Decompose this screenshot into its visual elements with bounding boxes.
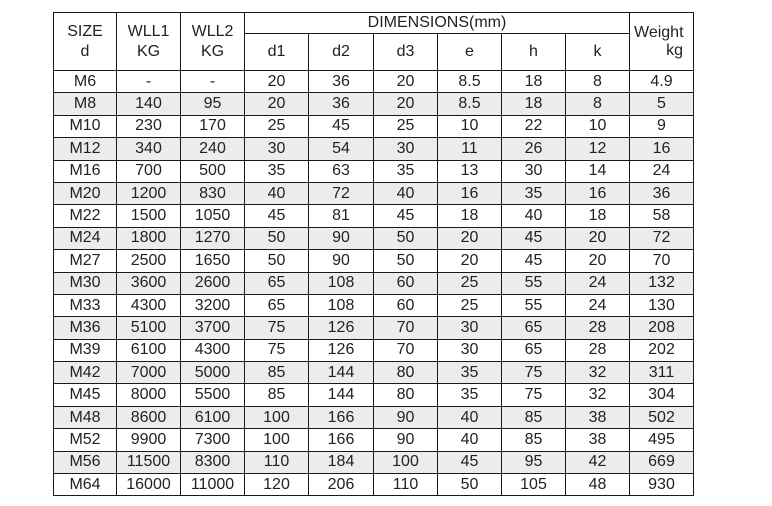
cell-k: 32	[566, 362, 630, 384]
cell-e: 25	[438, 294, 502, 316]
cell-k: 18	[566, 205, 630, 227]
cell-d2: 63	[309, 160, 374, 182]
cell-weight: 669	[630, 451, 694, 473]
header-dim-d2: d2	[309, 34, 374, 71]
cell-d3: 80	[374, 362, 438, 384]
table-row	[54, 160, 694, 182]
cell-k: 8	[566, 71, 630, 93]
cell-h: 85	[502, 406, 566, 428]
cell-size: M64	[54, 474, 117, 496]
cell-d2: 126	[309, 317, 374, 339]
cell-size: M27	[54, 250, 117, 272]
cell-k: 38	[566, 429, 630, 451]
header-dim-d1: d1	[245, 34, 309, 71]
cell-weight: 930	[630, 474, 694, 496]
table-row	[54, 138, 694, 160]
cell-d2: 36	[309, 71, 374, 93]
cell-d1: 50	[245, 227, 309, 249]
header-dim-k: k	[566, 34, 630, 71]
cell-h: 45	[502, 250, 566, 272]
cell-h: 105	[502, 474, 566, 496]
cell-d2: 126	[309, 339, 374, 361]
cell-e: 20	[438, 227, 502, 249]
cell-d1: 75	[245, 339, 309, 361]
cell-weight: 202	[630, 339, 694, 361]
cell-h: 30	[502, 160, 566, 182]
header-wll1: WLL1 KG	[117, 13, 181, 71]
cell-h: 18	[502, 93, 566, 115]
cell-size: M33	[54, 294, 117, 316]
cell-k: 48	[566, 474, 630, 496]
cell-d1: 45	[245, 205, 309, 227]
cell-wll1: 700	[117, 160, 181, 182]
cell-size: M39	[54, 339, 117, 361]
cell-d3: 70	[374, 339, 438, 361]
cell-d3: 100	[374, 451, 438, 473]
table-row	[54, 339, 694, 361]
header-dimensions: DIMENSIONS(mm)	[245, 13, 630, 34]
cell-e: 16	[438, 182, 502, 204]
cell-wll1: 16000	[117, 474, 181, 496]
cell-h: 26	[502, 138, 566, 160]
cell-h: 75	[502, 362, 566, 384]
cell-wll2: 5000	[181, 362, 245, 384]
cell-wll2: 6100	[181, 406, 245, 428]
cell-h: 40	[502, 205, 566, 227]
cell-d2: 144	[309, 362, 374, 384]
cell-size: M48	[54, 406, 117, 428]
cell-d2: 166	[309, 406, 374, 428]
cell-wll1: 1800	[117, 227, 181, 249]
cell-k: 10	[566, 115, 630, 137]
cell-e: 18	[438, 205, 502, 227]
cell-wll2: 3200	[181, 294, 245, 316]
cell-wll1: 1500	[117, 205, 181, 227]
cell-size: M42	[54, 362, 117, 384]
cell-weight: 9	[630, 115, 694, 137]
cell-d1: 20	[245, 93, 309, 115]
cell-weight: 130	[630, 294, 694, 316]
cell-e: 30	[438, 339, 502, 361]
table-row	[54, 182, 694, 204]
cell-d1: 100	[245, 429, 309, 451]
cell-d1: 75	[245, 317, 309, 339]
header-size: SIZE d	[54, 13, 117, 71]
cell-d3: 60	[374, 294, 438, 316]
cell-e: 13	[438, 160, 502, 182]
cell-weight: 208	[630, 317, 694, 339]
cell-wll1: 5100	[117, 317, 181, 339]
cell-e: 25	[438, 272, 502, 294]
cell-wll2: 240	[181, 138, 245, 160]
cell-size: M12	[54, 138, 117, 160]
cell-k: 8	[566, 93, 630, 115]
cell-k: 32	[566, 384, 630, 406]
cell-k: 20	[566, 250, 630, 272]
cell-k: 14	[566, 160, 630, 182]
cell-size: M36	[54, 317, 117, 339]
cell-e: 8.5	[438, 93, 502, 115]
cell-weight: 495	[630, 429, 694, 451]
cell-wll1: 6100	[117, 339, 181, 361]
cell-d1: 120	[245, 474, 309, 496]
table-row	[54, 250, 694, 272]
cell-weight: 311	[630, 362, 694, 384]
cell-k: 28	[566, 317, 630, 339]
table-row	[54, 429, 694, 451]
header-dim-d3: d3	[374, 34, 438, 71]
header-dim-h: h	[502, 34, 566, 71]
cell-wll2: 11000	[181, 474, 245, 496]
cell-wll1: 230	[117, 115, 181, 137]
cell-wll2: 1050	[181, 205, 245, 227]
cell-wll1: 140	[117, 93, 181, 115]
cell-size: M16	[54, 160, 117, 182]
cell-d2: 108	[309, 294, 374, 316]
cell-d1: 40	[245, 182, 309, 204]
cell-wll2: 7300	[181, 429, 245, 451]
cell-size: M56	[54, 451, 117, 473]
cell-h: 95	[502, 451, 566, 473]
cell-d3: 50	[374, 250, 438, 272]
cell-size: M22	[54, 205, 117, 227]
cell-h: 85	[502, 429, 566, 451]
cell-d2: 54	[309, 138, 374, 160]
cell-wll1: 1200	[117, 182, 181, 204]
cell-d3: 25	[374, 115, 438, 137]
table-row	[54, 451, 694, 473]
cell-size: M8	[54, 93, 117, 115]
cell-d3: 50	[374, 227, 438, 249]
cell-e: 8.5	[438, 71, 502, 93]
cell-e: 35	[438, 384, 502, 406]
cell-d1: 65	[245, 294, 309, 316]
cell-d2: 144	[309, 384, 374, 406]
cell-e: 35	[438, 362, 502, 384]
cell-h: 55	[502, 294, 566, 316]
cell-d2: 90	[309, 250, 374, 272]
cell-d3: 20	[374, 93, 438, 115]
cell-size: M24	[54, 227, 117, 249]
table-row	[54, 317, 694, 339]
cell-weight: 70	[630, 250, 694, 272]
cell-h: 18	[502, 71, 566, 93]
cell-d1: 85	[245, 362, 309, 384]
cell-wll1: 9900	[117, 429, 181, 451]
table-row	[54, 115, 694, 137]
cell-k: 24	[566, 294, 630, 316]
header-wll2: WLL2 KG	[181, 13, 245, 71]
cell-weight: 16	[630, 138, 694, 160]
cell-wll2: 1650	[181, 250, 245, 272]
cell-d1: 110	[245, 451, 309, 473]
cell-size: M6	[54, 71, 117, 93]
cell-d1: 65	[245, 272, 309, 294]
cell-d2: 166	[309, 429, 374, 451]
cell-d1: 85	[245, 384, 309, 406]
cell-d3: 60	[374, 272, 438, 294]
cell-h: 45	[502, 227, 566, 249]
cell-wll2: 830	[181, 182, 245, 204]
cell-d1: 35	[245, 160, 309, 182]
cell-e: 11	[438, 138, 502, 160]
cell-d1: 30	[245, 138, 309, 160]
cell-wll2: 500	[181, 160, 245, 182]
cell-h: 65	[502, 317, 566, 339]
cell-wll2: 4300	[181, 339, 245, 361]
cell-d2: 72	[309, 182, 374, 204]
cell-weight: 5	[630, 93, 694, 115]
cell-k: 28	[566, 339, 630, 361]
cell-d1: 50	[245, 250, 309, 272]
cell-d3: 40	[374, 182, 438, 204]
cell-wll1: 2500	[117, 250, 181, 272]
cell-d2: 184	[309, 451, 374, 473]
table-row	[54, 384, 694, 406]
cell-size: M20	[54, 182, 117, 204]
cell-wll1: 3600	[117, 272, 181, 294]
cell-d3: 90	[374, 429, 438, 451]
cell-e: 30	[438, 317, 502, 339]
cell-wll2: 1270	[181, 227, 245, 249]
cell-wll2: 5500	[181, 384, 245, 406]
cell-wll1: -	[117, 71, 181, 93]
cell-d3: 90	[374, 406, 438, 428]
cell-size: M10	[54, 115, 117, 137]
table-body	[54, 71, 694, 496]
cell-size: M45	[54, 384, 117, 406]
cell-d2: 90	[309, 227, 374, 249]
cell-wll1: 8600	[117, 406, 181, 428]
table-row	[54, 272, 694, 294]
table-row	[54, 93, 694, 115]
cell-weight: 4.9	[630, 71, 694, 93]
cell-d2: 206	[309, 474, 374, 496]
cell-k: 42	[566, 451, 630, 473]
cell-d2: 36	[309, 93, 374, 115]
cell-e: 45	[438, 451, 502, 473]
cell-k: 24	[566, 272, 630, 294]
table-header	[54, 13, 694, 71]
cell-weight: 24	[630, 160, 694, 182]
cell-wll1: 340	[117, 138, 181, 160]
cell-e: 10	[438, 115, 502, 137]
cell-h: 65	[502, 339, 566, 361]
cell-k: 16	[566, 182, 630, 204]
cell-wll1: 11500	[117, 451, 181, 473]
cell-e: 50	[438, 474, 502, 496]
table-row	[54, 71, 694, 93]
cell-weight: 58	[630, 205, 694, 227]
cell-wll2: 2600	[181, 272, 245, 294]
cell-e: 20	[438, 250, 502, 272]
cell-d1: 20	[245, 71, 309, 93]
cell-wll2: -	[181, 71, 245, 93]
cell-wll2: 95	[181, 93, 245, 115]
cell-d2: 45	[309, 115, 374, 137]
cell-d3: 80	[374, 384, 438, 406]
cell-weight: 304	[630, 384, 694, 406]
cell-d3: 35	[374, 160, 438, 182]
cell-size: M30	[54, 272, 117, 294]
table-row	[54, 205, 694, 227]
cell-k: 20	[566, 227, 630, 249]
cell-weight: 502	[630, 406, 694, 428]
cell-d2: 81	[309, 205, 374, 227]
cell-wll2: 170	[181, 115, 245, 137]
cell-h: 55	[502, 272, 566, 294]
cell-k: 12	[566, 138, 630, 160]
cell-h: 75	[502, 384, 566, 406]
header-weight: Weight kg	[630, 13, 694, 71]
cell-h: 35	[502, 182, 566, 204]
cell-size: M52	[54, 429, 117, 451]
cell-d2: 108	[309, 272, 374, 294]
cell-k: 38	[566, 406, 630, 428]
cell-d3: 45	[374, 205, 438, 227]
specification-table	[53, 12, 694, 496]
table-row	[54, 362, 694, 384]
cell-d1: 25	[245, 115, 309, 137]
table-row	[54, 294, 694, 316]
cell-d3: 110	[374, 474, 438, 496]
table-row	[54, 474, 694, 496]
cell-d3: 20	[374, 71, 438, 93]
cell-wll2: 8300	[181, 451, 245, 473]
cell-wll1: 8000	[117, 384, 181, 406]
cell-e: 40	[438, 406, 502, 428]
cell-wll2: 3700	[181, 317, 245, 339]
table-row	[54, 227, 694, 249]
header-dim-e: e	[438, 34, 502, 71]
cell-weight: 132	[630, 272, 694, 294]
cell-d3: 30	[374, 138, 438, 160]
cell-wll1: 4300	[117, 294, 181, 316]
cell-wll1: 7000	[117, 362, 181, 384]
cell-h: 22	[502, 115, 566, 137]
cell-weight: 72	[630, 227, 694, 249]
table-row	[54, 406, 694, 428]
cell-weight: 36	[630, 182, 694, 204]
cell-d3: 70	[374, 317, 438, 339]
cell-e: 40	[438, 429, 502, 451]
cell-d1: 100	[245, 406, 309, 428]
